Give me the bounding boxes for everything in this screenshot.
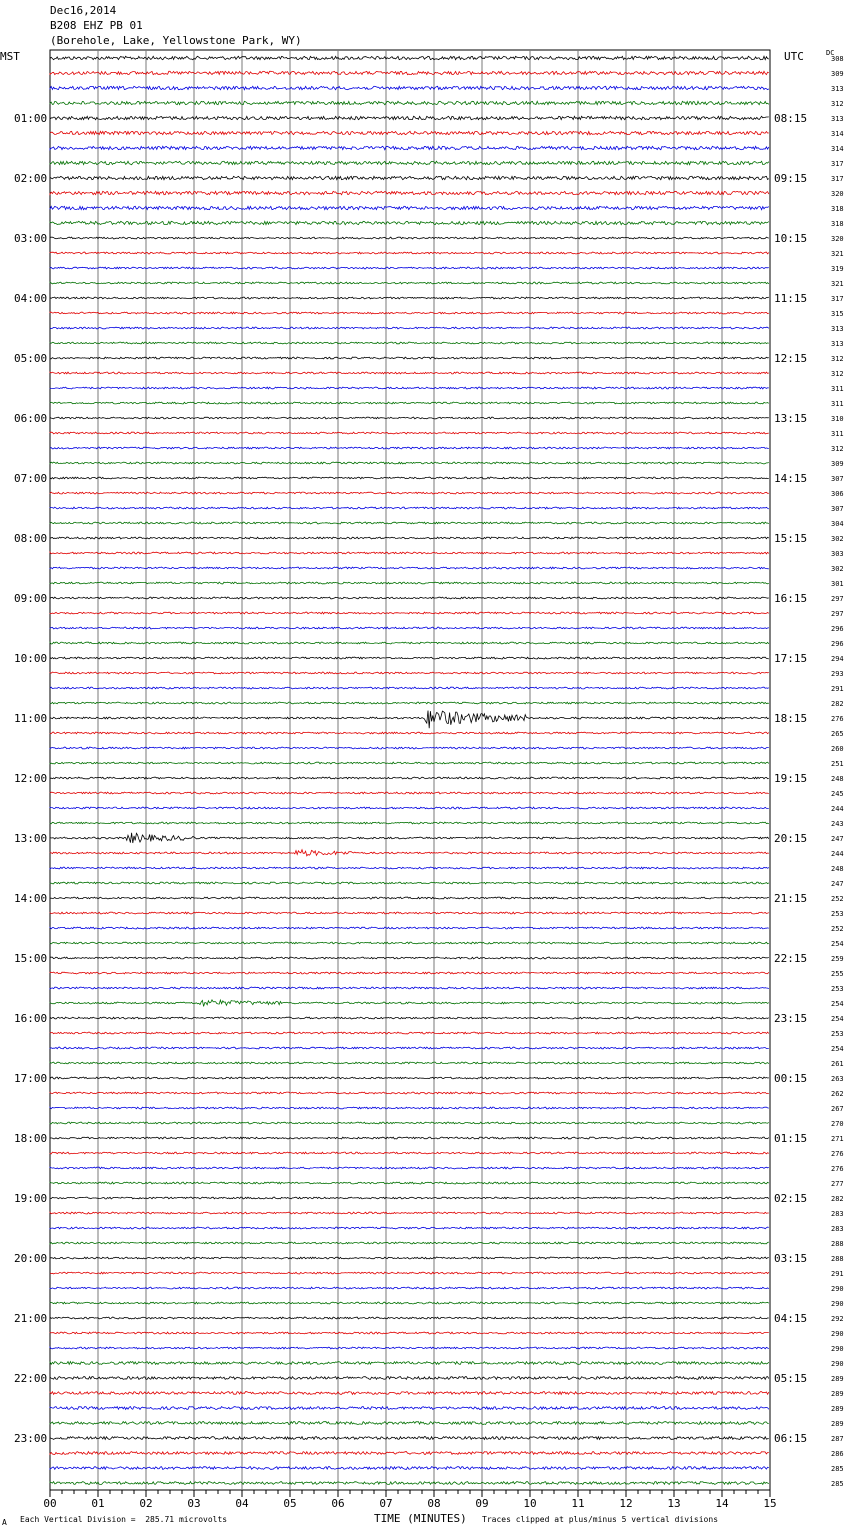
seismic-trace-96	[50, 1482, 769, 1485]
dc-offset-label: 289	[831, 1420, 844, 1428]
mst-hour-label: 01:00	[14, 112, 48, 125]
dc-offset-label: 312	[831, 355, 844, 363]
dc-offset-label: 285	[831, 1480, 844, 1488]
dc-offset-label: 288	[831, 1255, 844, 1263]
seismic-trace-70	[50, 1092, 769, 1094]
dc-offset-label: 267	[831, 1105, 844, 1113]
mst-hour-label: 05:00	[14, 352, 48, 365]
dc-offset-label: 318	[831, 205, 844, 213]
dc-offset-label: 248	[831, 775, 844, 783]
dc-offset-label: 302	[831, 565, 844, 573]
seismic-trace-9	[50, 176, 769, 179]
utc-hour-label: 05:15	[774, 1372, 808, 1385]
dc-offset-label: 314	[831, 130, 844, 138]
dc-offset-label: 313	[831, 340, 844, 348]
seismic-trace-7	[50, 146, 769, 149]
dc-offset-label: 309	[831, 70, 844, 78]
seismic-trace-4	[50, 101, 769, 104]
dc-offset-label: 289	[831, 1375, 844, 1383]
seismic-trace-58	[50, 912, 769, 914]
seismic-trace-69	[50, 1077, 769, 1079]
seismic-trace-24	[50, 402, 769, 404]
mst-hour-label: 11:00	[14, 712, 48, 725]
mst-hour-label: 16:00	[14, 1012, 48, 1025]
seismic-trace-95	[50, 1467, 769, 1470]
utc-hour-label: 01:15	[774, 1132, 808, 1145]
right-timezone-label: UTC	[784, 50, 804, 63]
seismic-trace-91	[50, 1407, 769, 1410]
station-location: (Borehole, Lake, Yellowstone Park, WY)	[50, 34, 302, 47]
dc-offset-label: 289	[831, 1405, 844, 1413]
dc-offset-label: 277	[831, 1180, 844, 1188]
utc-hour-label: 20:15	[774, 832, 808, 845]
seismic-trace-6	[50, 131, 769, 134]
dc-offset-label: 307	[831, 505, 844, 513]
x-tick-label: 03	[187, 1497, 201, 1510]
seismic-trace-73	[50, 1137, 769, 1139]
utc-hour-label: 06:15	[774, 1432, 808, 1445]
utc-hour-label: 21:15	[774, 892, 808, 905]
seismic-trace-78	[50, 1212, 769, 1214]
seismic-trace-11	[50, 206, 769, 209]
left-timezone-label: MST	[0, 50, 20, 63]
plot-date: Dec16,2014	[50, 4, 117, 17]
utc-hour-label: 14:15	[774, 472, 808, 485]
dc-offset-label: 247	[831, 835, 844, 843]
seismic-trace-77	[50, 1197, 769, 1199]
dc-offset-label: 282	[831, 700, 844, 708]
seismic-trace-45	[50, 711, 769, 729]
seismic-trace-40	[50, 642, 769, 644]
utc-hour-label: 02:15	[774, 1192, 808, 1205]
utc-hour-label: 10:15	[774, 232, 808, 245]
dc-offset-label: 303	[831, 550, 844, 558]
seismic-trace-86	[50, 1332, 769, 1334]
seismic-trace-36	[50, 582, 769, 584]
seismic-trace-25	[50, 417, 769, 419]
dc-offset-label: 283	[831, 1225, 844, 1233]
mst-hour-label: 14:00	[14, 892, 48, 905]
mst-hour-label: 21:00	[14, 1312, 48, 1325]
utc-hour-label: 22:15	[774, 952, 808, 965]
mst-hour-label: 08:00	[14, 532, 48, 545]
utc-hour-label: 23:15	[774, 1012, 808, 1025]
seismic-trace-68	[50, 1062, 769, 1064]
seismic-trace-87	[50, 1347, 769, 1349]
dc-offset-label: 276	[831, 1150, 844, 1158]
dc-offset-label: 260	[831, 745, 844, 753]
seismic-trace-19	[50, 327, 769, 329]
dc-offset-label: 255	[831, 970, 844, 978]
mst-hour-label: 22:00	[14, 1372, 48, 1385]
dc-offset-label: 252	[831, 895, 844, 903]
seismic-trace-59	[50, 927, 769, 929]
seismic-trace-81	[50, 1257, 769, 1259]
seismic-trace-38	[50, 612, 769, 614]
dc-offset-label: 243	[831, 820, 844, 828]
dc-offset-label: 311	[831, 385, 844, 393]
dc-offset-label: 270	[831, 1120, 844, 1128]
seismic-trace-75	[50, 1167, 769, 1169]
seismic-trace-63	[50, 987, 769, 989]
dc-offset-label: 254	[831, 1000, 844, 1008]
dc-offset-label: 312	[831, 100, 844, 108]
seismic-trace-3	[50, 86, 769, 89]
dc-offset-label: 311	[831, 400, 844, 408]
x-tick-label: 05	[283, 1497, 297, 1510]
seismic-trace-2	[50, 71, 769, 74]
dc-offset-label: 253	[831, 985, 844, 993]
seismic-trace-64	[50, 1000, 769, 1007]
seismic-trace-41	[50, 657, 769, 659]
seismic-trace-43	[50, 687, 769, 689]
mst-hour-label: 23:00	[14, 1432, 48, 1445]
dc-offset-label: 306	[831, 490, 844, 498]
dc-offset-label: 248	[831, 865, 844, 873]
seismic-trace-28	[50, 462, 769, 464]
utc-hour-label: 03:15	[774, 1252, 808, 1265]
utc-hour-label: 19:15	[774, 772, 808, 785]
seismic-trace-39	[50, 627, 769, 629]
dc-offset-label: 253	[831, 910, 844, 918]
seismic-trace-29	[50, 477, 769, 479]
utc-hour-label: 13:15	[774, 412, 808, 425]
utc-hour-label: 16:15	[774, 592, 808, 605]
utc-hour-label: 11:15	[774, 292, 808, 305]
seismic-trace-66	[50, 1032, 769, 1034]
seismic-trace-48	[50, 762, 769, 764]
x-tick-label: 01	[91, 1497, 105, 1510]
seismic-trace-67	[50, 1047, 769, 1049]
seismic-trace-5	[50, 116, 769, 119]
seismic-trace-50	[50, 792, 769, 794]
utc-hour-label: 12:15	[774, 352, 808, 365]
dc-offset-label: 244	[831, 850, 844, 858]
seismic-trace-32	[50, 522, 769, 524]
seismic-trace-47	[50, 747, 769, 749]
x-tick-label: 13	[667, 1497, 681, 1510]
dc-offset-label: 308	[831, 55, 844, 63]
dc-offset-label: 291	[831, 685, 844, 693]
dc-offset-label: 294	[831, 655, 844, 663]
seismic-trace-94	[50, 1452, 769, 1455]
dc-offset-label: 253	[831, 1030, 844, 1038]
dc-offset-label: 296	[831, 640, 844, 648]
dc-offset-label: 313	[831, 325, 844, 333]
seismic-trace-71	[50, 1107, 769, 1109]
dc-offset-header: DC	[826, 49, 835, 57]
seismic-trace-23	[50, 387, 769, 389]
seismic-trace-10	[50, 191, 769, 194]
utc-hour-label: 17:15	[774, 652, 808, 665]
seismic-trace-62	[50, 972, 769, 974]
seismic-trace-88	[50, 1362, 769, 1365]
seismic-trace-79	[50, 1227, 769, 1229]
x-tick-label: 10	[523, 1497, 537, 1510]
seismic-trace-92	[50, 1422, 769, 1425]
utc-hour-label: 08:15	[774, 112, 808, 125]
dc-offset-label: 296	[831, 625, 844, 633]
dc-offset-label: 276	[831, 715, 844, 723]
seismic-trace-82	[50, 1272, 769, 1274]
seismic-trace-20	[50, 342, 769, 344]
seismic-trace-85	[50, 1317, 769, 1319]
seismic-trace-18	[50, 312, 769, 314]
dc-offset-label: 313	[831, 85, 844, 93]
mst-hour-label: 10:00	[14, 652, 48, 665]
dc-offset-label: 291	[831, 1270, 844, 1278]
dc-offset-label: 320	[831, 235, 844, 243]
seismic-trace-30	[50, 492, 769, 494]
dc-offset-label: 254	[831, 940, 844, 948]
plot-frame	[50, 50, 770, 1490]
x-tick-label: 12	[619, 1497, 633, 1510]
dc-offset-label: 297	[831, 595, 844, 603]
x-axis-title: TIME (MINUTES)	[374, 1512, 467, 1525]
utc-hour-label: 15:15	[774, 532, 808, 545]
seismic-trace-35	[50, 567, 769, 569]
dc-offset-label: 290	[831, 1360, 844, 1368]
seismic-trace-46	[50, 732, 769, 734]
utc-hour-label: 04:15	[774, 1312, 808, 1325]
dc-offset-label: 312	[831, 370, 844, 378]
dc-offset-label: 307	[831, 475, 844, 483]
seismic-trace-80	[50, 1242, 769, 1244]
dc-offset-label: 290	[831, 1345, 844, 1353]
dc-offset-label: 317	[831, 160, 844, 168]
seismic-trace-49	[50, 777, 769, 779]
dc-offset-label: 317	[831, 175, 844, 183]
seismic-trace-37	[50, 597, 769, 599]
seismic-trace-83	[50, 1287, 769, 1289]
dc-offset-label: 321	[831, 250, 844, 258]
mst-hour-label: 09:00	[14, 592, 48, 605]
seismic-trace-8	[50, 161, 769, 164]
x-tick-label: 07	[379, 1497, 393, 1510]
seismic-trace-60	[50, 942, 769, 944]
dc-offset-label: 313	[831, 115, 844, 123]
seismic-trace-15	[50, 267, 769, 269]
mst-hour-label: 18:00	[14, 1132, 48, 1145]
mst-hour-label: 04:00	[14, 292, 48, 305]
seismic-trace-16	[50, 282, 769, 284]
mst-hour-label: 15:00	[14, 952, 48, 965]
seismic-trace-51	[50, 807, 769, 809]
vertical-division-note: Each Vertical Division = 285.71 microvolts	[20, 1515, 228, 1524]
seismic-trace-27	[50, 447, 769, 449]
seismic-trace-33	[50, 537, 769, 539]
seismic-trace-56	[50, 882, 769, 884]
dc-offset-label: 319	[831, 265, 844, 273]
dc-offset-label: 290	[831, 1330, 844, 1338]
dc-offset-label: 276	[831, 1165, 844, 1173]
seismic-trace-65	[50, 1017, 769, 1019]
dc-offset-label: 310	[831, 415, 844, 423]
x-tick-label: 11	[571, 1497, 585, 1510]
station-code: B208 EHZ PB 01	[50, 19, 143, 32]
mst-hour-label: 13:00	[14, 832, 48, 845]
dc-offset-label: 254	[831, 1045, 844, 1053]
dc-offset-label: 302	[831, 535, 844, 543]
mst-hour-label: 17:00	[14, 1072, 48, 1085]
dc-offset-label: 287	[831, 1435, 844, 1443]
dc-offset-label: 259	[831, 955, 844, 963]
dc-offset-label: 286	[831, 1450, 844, 1458]
dc-offset-label: 254	[831, 1015, 844, 1023]
x-tick-label: 15	[763, 1497, 777, 1510]
seismic-trace-42	[50, 672, 769, 674]
dc-offset-label: 315	[831, 310, 844, 318]
dc-offset-label: 321	[831, 280, 844, 288]
seismic-trace-57	[50, 897, 769, 899]
clip-note: Traces clipped at plus/minus 5 vertical divisions	[482, 1515, 719, 1524]
utc-hour-label: 09:15	[774, 172, 808, 185]
mst-hour-label: 20:00	[14, 1252, 48, 1265]
dc-offset-label: 314	[831, 145, 844, 153]
dc-offset-label: 320	[831, 190, 844, 198]
seismic-trace-61	[50, 957, 769, 959]
dc-offset-label: 285	[831, 1465, 844, 1473]
seismic-trace-84	[50, 1302, 769, 1304]
seismic-trace-76	[50, 1182, 769, 1184]
x-tick-label: 14	[715, 1497, 729, 1510]
dc-offset-label: 263	[831, 1075, 844, 1083]
dc-offset-label: 301	[831, 580, 844, 588]
dc-offset-label: 262	[831, 1090, 844, 1098]
dc-offset-label: 297	[831, 610, 844, 618]
dc-offset-label: 271	[831, 1135, 844, 1143]
dc-offset-label: 251	[831, 760, 844, 768]
seismic-trace-52	[50, 822, 769, 824]
seismic-trace-1	[50, 56, 769, 59]
seismic-trace-54	[50, 850, 769, 856]
seismic-trace-72	[50, 1122, 769, 1124]
mst-hour-label: 19:00	[14, 1192, 48, 1205]
seismic-trace-26	[50, 432, 769, 434]
dc-offset-label: 252	[831, 925, 844, 933]
x-tick-label: 06	[331, 1497, 345, 1510]
dc-offset-label: 244	[831, 805, 844, 813]
dc-offset-label: 304	[831, 520, 844, 528]
dc-offset-label: 292	[831, 1315, 844, 1323]
dc-offset-label: 283	[831, 1210, 844, 1218]
mst-hour-label: 02:00	[14, 172, 48, 185]
mst-hour-label: 12:00	[14, 772, 48, 785]
seismic-trace-44	[50, 702, 769, 704]
seismic-trace-34	[50, 552, 769, 554]
seismic-trace-31	[50, 507, 769, 509]
dc-offset-label: 288	[831, 1240, 844, 1248]
seismic-trace-17	[50, 297, 769, 299]
seismic-trace-89	[50, 1377, 769, 1380]
utc-hour-label: 00:15	[774, 1072, 808, 1085]
seismic-trace-12	[50, 221, 769, 224]
seismic-trace-53	[50, 833, 769, 843]
seismic-trace-93	[50, 1437, 769, 1440]
x-tick-label: 08	[427, 1497, 441, 1510]
seismic-trace-21	[50, 357, 769, 359]
dc-offset-label: 312	[831, 445, 844, 453]
dc-offset-label: 317	[831, 295, 844, 303]
x-tick-label: 00	[43, 1497, 57, 1510]
mst-hour-label: 03:00	[14, 232, 48, 245]
corner-mark: A	[2, 1518, 7, 1527]
dc-offset-label: 289	[831, 1390, 844, 1398]
dc-offset-label: 318	[831, 220, 844, 228]
dc-offset-label: 290	[831, 1285, 844, 1293]
dc-offset-label: 245	[831, 790, 844, 798]
seismic-trace-90	[50, 1392, 769, 1395]
dc-offset-label: 293	[831, 670, 844, 678]
mst-hour-label: 06:00	[14, 412, 48, 425]
dc-offset-label: 311	[831, 430, 844, 438]
x-tick-label: 02	[139, 1497, 153, 1510]
dc-offset-label: 282	[831, 1195, 844, 1203]
dc-offset-label: 290	[831, 1300, 844, 1308]
dc-offset-label: 247	[831, 880, 844, 888]
dc-offset-label: 261	[831, 1060, 844, 1068]
seismic-trace-22	[50, 372, 769, 374]
seismic-trace-13	[50, 237, 769, 239]
seismic-trace-74	[50, 1152, 769, 1154]
dc-offset-label: 265	[831, 730, 844, 738]
utc-hour-label: 18:15	[774, 712, 808, 725]
mst-hour-label: 07:00	[14, 472, 48, 485]
seismic-trace-14	[50, 252, 769, 254]
dc-offset-label: 309	[831, 460, 844, 468]
x-tick-label: 09	[475, 1497, 489, 1510]
x-tick-label: 04	[235, 1497, 249, 1510]
seismic-trace-55	[50, 867, 769, 869]
